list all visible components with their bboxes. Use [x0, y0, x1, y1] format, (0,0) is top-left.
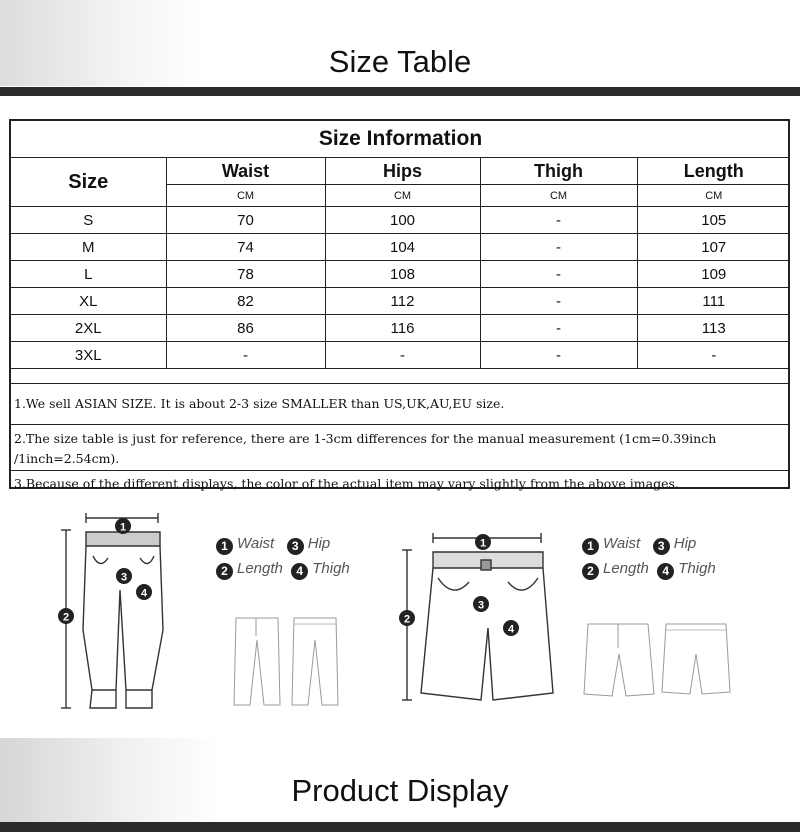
legend-num: 4: [657, 563, 674, 580]
marker-hip: 3: [120, 571, 128, 584]
shorts-measure-diagram: [393, 528, 558, 708]
thigh-cell: -: [480, 288, 637, 315]
marker-length: 2: [62, 611, 70, 624]
table-row: [11, 342, 790, 369]
marker-thigh: 4: [507, 623, 515, 636]
hips-cell: 108: [325, 261, 480, 288]
length-cell: -: [637, 342, 790, 369]
product-display-title: Product Display: [291, 773, 509, 808]
marker-waist: 1: [119, 521, 127, 534]
size-cell: M: [11, 234, 166, 261]
unit-hips: CM: [325, 185, 480, 207]
thigh-cell: -: [480, 342, 637, 369]
note-3: 3.Because of the different displays, the color of the actual item may vary slightly from the above images.: [11, 470, 788, 499]
waist-cell: 74: [166, 234, 325, 261]
legend-label-length: Length: [237, 560, 283, 577]
hips-cell: -: [325, 342, 480, 369]
marker-hip: 3: [477, 599, 485, 612]
table-row: [11, 234, 790, 261]
waist-cell: 78: [166, 261, 325, 288]
legend-num: 1: [216, 538, 233, 555]
table-title: Size Information: [11, 121, 790, 158]
legend-num: 2: [582, 563, 599, 580]
shorts-thumbnails: [582, 618, 732, 700]
hips-cell: 112: [325, 288, 480, 315]
header-divider: [0, 87, 800, 96]
size-header: Size: [11, 158, 166, 207]
thigh-cell: -: [480, 207, 637, 234]
pants-thumbnails: [228, 610, 358, 710]
page-title: Size Table: [328, 44, 472, 79]
marker-length: 2: [403, 613, 411, 626]
waist-cell: -: [166, 342, 325, 369]
legend-label-length: Length: [603, 560, 649, 577]
col-header-thigh: Thigh: [480, 158, 637, 185]
legend-label-hip: Hip: [307, 535, 331, 552]
hips-cell: 116: [325, 315, 480, 342]
waist-cell: 86: [166, 315, 325, 342]
legend-num: 3: [287, 538, 304, 555]
legend-label-waist: Waist: [237, 535, 275, 552]
length-cell: 105: [637, 207, 790, 234]
thigh-cell: -: [480, 234, 637, 261]
legend-label-hip: Hip: [673, 535, 697, 552]
size-cell: XL: [11, 288, 166, 315]
col-header-waist: Waist: [166, 158, 325, 185]
size-cell: S: [11, 207, 166, 234]
table-row: [11, 207, 790, 234]
unit-length: CM: [637, 185, 790, 207]
note-1: 1.We sell ASIAN SIZE. It is about 2-3 size SMALLER than US,UK,AU,EU size.: [11, 383, 788, 424]
marker-waist: 1: [479, 537, 487, 550]
legend-pants: [216, 535, 350, 580]
col-header-length: Length: [637, 158, 790, 185]
legend-num: 3: [653, 538, 670, 555]
legend-num: 1: [582, 538, 599, 555]
footer-divider: [0, 822, 800, 832]
hips-cell: 104: [325, 234, 480, 261]
length-cell: 111: [637, 288, 790, 315]
unit-thigh: CM: [480, 185, 637, 207]
col-header-hips: Hips: [325, 158, 480, 185]
legend-num: 4: [291, 563, 308, 580]
marker-thigh: 4: [140, 587, 148, 600]
size-notes: [11, 383, 788, 499]
note-2: 2.The size table is just for reference, there are 1-3cm differences for the manual measurement (1cm=0.39inch /1inch=2.54cm).: [11, 424, 788, 470]
table-row: [11, 261, 790, 288]
legend-label-thigh: Thigh: [312, 560, 350, 577]
table-row: [11, 315, 790, 342]
table-row: [11, 288, 790, 315]
unit-waist: CM: [166, 185, 325, 207]
legend-shorts: [582, 535, 716, 580]
legend-label-thigh: Thigh: [678, 560, 716, 577]
length-cell: 109: [637, 261, 790, 288]
thigh-cell: -: [480, 315, 637, 342]
length-cell: 107: [637, 234, 790, 261]
size-table: [9, 119, 790, 489]
waist-cell: 82: [166, 288, 325, 315]
legend-label-waist: Waist: [603, 535, 641, 552]
length-cell: 113: [637, 315, 790, 342]
size-cell: 2XL: [11, 315, 166, 342]
hips-cell: 100: [325, 207, 480, 234]
legend-num: 2: [216, 563, 233, 580]
size-cell: 3XL: [11, 342, 166, 369]
thigh-cell: -: [480, 261, 637, 288]
size-cell: L: [11, 261, 166, 288]
waist-cell: 70: [166, 207, 325, 234]
pants-measure-diagram: [48, 510, 178, 720]
